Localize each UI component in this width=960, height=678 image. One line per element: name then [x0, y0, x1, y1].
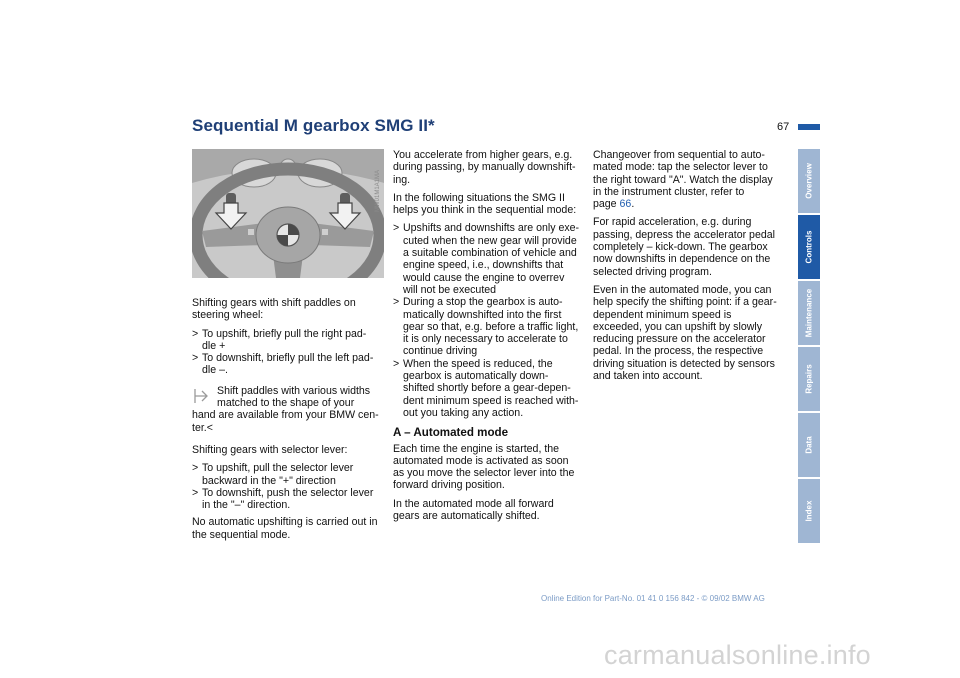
page-number: 67: [777, 121, 790, 133]
steering-wheel-illustration: [192, 149, 384, 278]
tab-index[interactable]: Index: [798, 479, 820, 543]
list-item: > During a stop the gearbox is auto- matically downshifted into the first gear so that, e.g. before a traffic light, it is only necessary to accelerate to continue driving: [393, 296, 579, 358]
tab-data[interactable]: Data: [798, 413, 820, 477]
note-box: Shift paddles with various widths matched to the shape of your hand are available from your BMW cen- ter.<: [192, 384, 379, 434]
tab-overview[interactable]: Overview: [798, 149, 820, 213]
paragraph: Even in the automated mode, you can help specify the shifting point: if a gear- dependent minimum speed is exceeded, you can upshift by slowly reducing pressure on the accelerator pedal. In the process, the respective driving situation is detected by sensors and taken into account.: [593, 283, 777, 383]
watermark: carmanualsonline.info: [604, 640, 871, 670]
list-item: > When the speed is reduced, the gearbox is automatically down- shifted shortly before a gear-depen- dent minimum speed is reached with- out you taking any action.: [393, 357, 579, 419]
paragraph: In the following situations the SMG II helps you think in the sequential mode:: [393, 191, 577, 217]
paragraph: You accelerate from higher gears, e.g. during passing, by manually downshift- ing.: [393, 149, 576, 186]
list-item: > To upshift, briefly pull the right pad- dle +: [192, 327, 367, 352]
list-item: > To upshift, pull the selector lever backward in the "+" direction: [192, 462, 354, 487]
bullet-arrow-icon: >: [393, 357, 400, 370]
bullet-arrow-icon: >: [393, 296, 400, 309]
paddle-intro: Shifting gears with shift paddles on steering wheel:: [192, 297, 356, 322]
paragraph: For rapid acceleration, e.g. during passing, depress the accelerator pedal completely – kick-down. The gearbox now downshifts in dependence on the selected driving program.: [593, 216, 775, 278]
bullet-arrow-icon: >: [192, 462, 199, 475]
bullet-arrow-icon: >: [192, 327, 199, 340]
note-end-icon: <: [206, 421, 213, 434]
steering-wheel-drawing: [192, 149, 384, 278]
note-arrow-icon: [193, 387, 211, 405]
footer-edition-note: Online Edition for Part-No. 01 41 0 156 842 - © 09/02 BMW AG: [541, 594, 765, 603]
selector-intro: Shifting gears with selector lever:: [192, 443, 348, 456]
bullet-arrow-icon: >: [393, 222, 400, 235]
section-heading: A – Automated mode: [393, 426, 509, 440]
tab-controls[interactable]: Controls: [798, 215, 820, 279]
bullet-arrow-icon: >: [192, 352, 199, 365]
paragraph: In the automated mode all forward gears are automatically shifted.: [393, 497, 554, 523]
bullet-arrow-icon: >: [192, 486, 199, 499]
page-reference-link[interactable]: 66: [619, 198, 632, 211]
illustration-code: MW01M1A1MA: [375, 169, 381, 212]
tab-maintenance[interactable]: Maintenance: [798, 281, 820, 345]
list-item: > To downshift, briefly pull the left pad- dle –.: [192, 352, 374, 377]
list-item: > To downshift, push the selector lever in the "–" direction.: [192, 486, 374, 512]
paragraph: Each time the engine is started, the automated mode is activated as soon as you move the selector lever into the forward driving position.: [393, 442, 575, 492]
closing-paragraph: No automatic upshifting is carried out in the sequential mode.: [192, 516, 378, 541]
page-number-bar: [798, 124, 820, 130]
column-middle: [393, 149, 588, 528]
list-item: > Upshifts and downshifts are only exe- cuted when the new gear will provide a suitable combination of vehicle and engine speed, i.e., downshifts that would cause the engine to overrev will not be executed: [393, 222, 580, 296]
page-title: Sequential M gearbox SMG II*: [192, 116, 435, 135]
paragraph: Changeover from sequential to auto- mated mode: tap the selector lever to the right toward "A". Watch the display in the instrument cluster, refer to page 66.: [593, 149, 773, 211]
column-right: [593, 149, 788, 388]
chapter-tabs: [798, 149, 820, 545]
column-left: [192, 297, 384, 547]
tab-repairs[interactable]: Repairs: [798, 347, 820, 411]
